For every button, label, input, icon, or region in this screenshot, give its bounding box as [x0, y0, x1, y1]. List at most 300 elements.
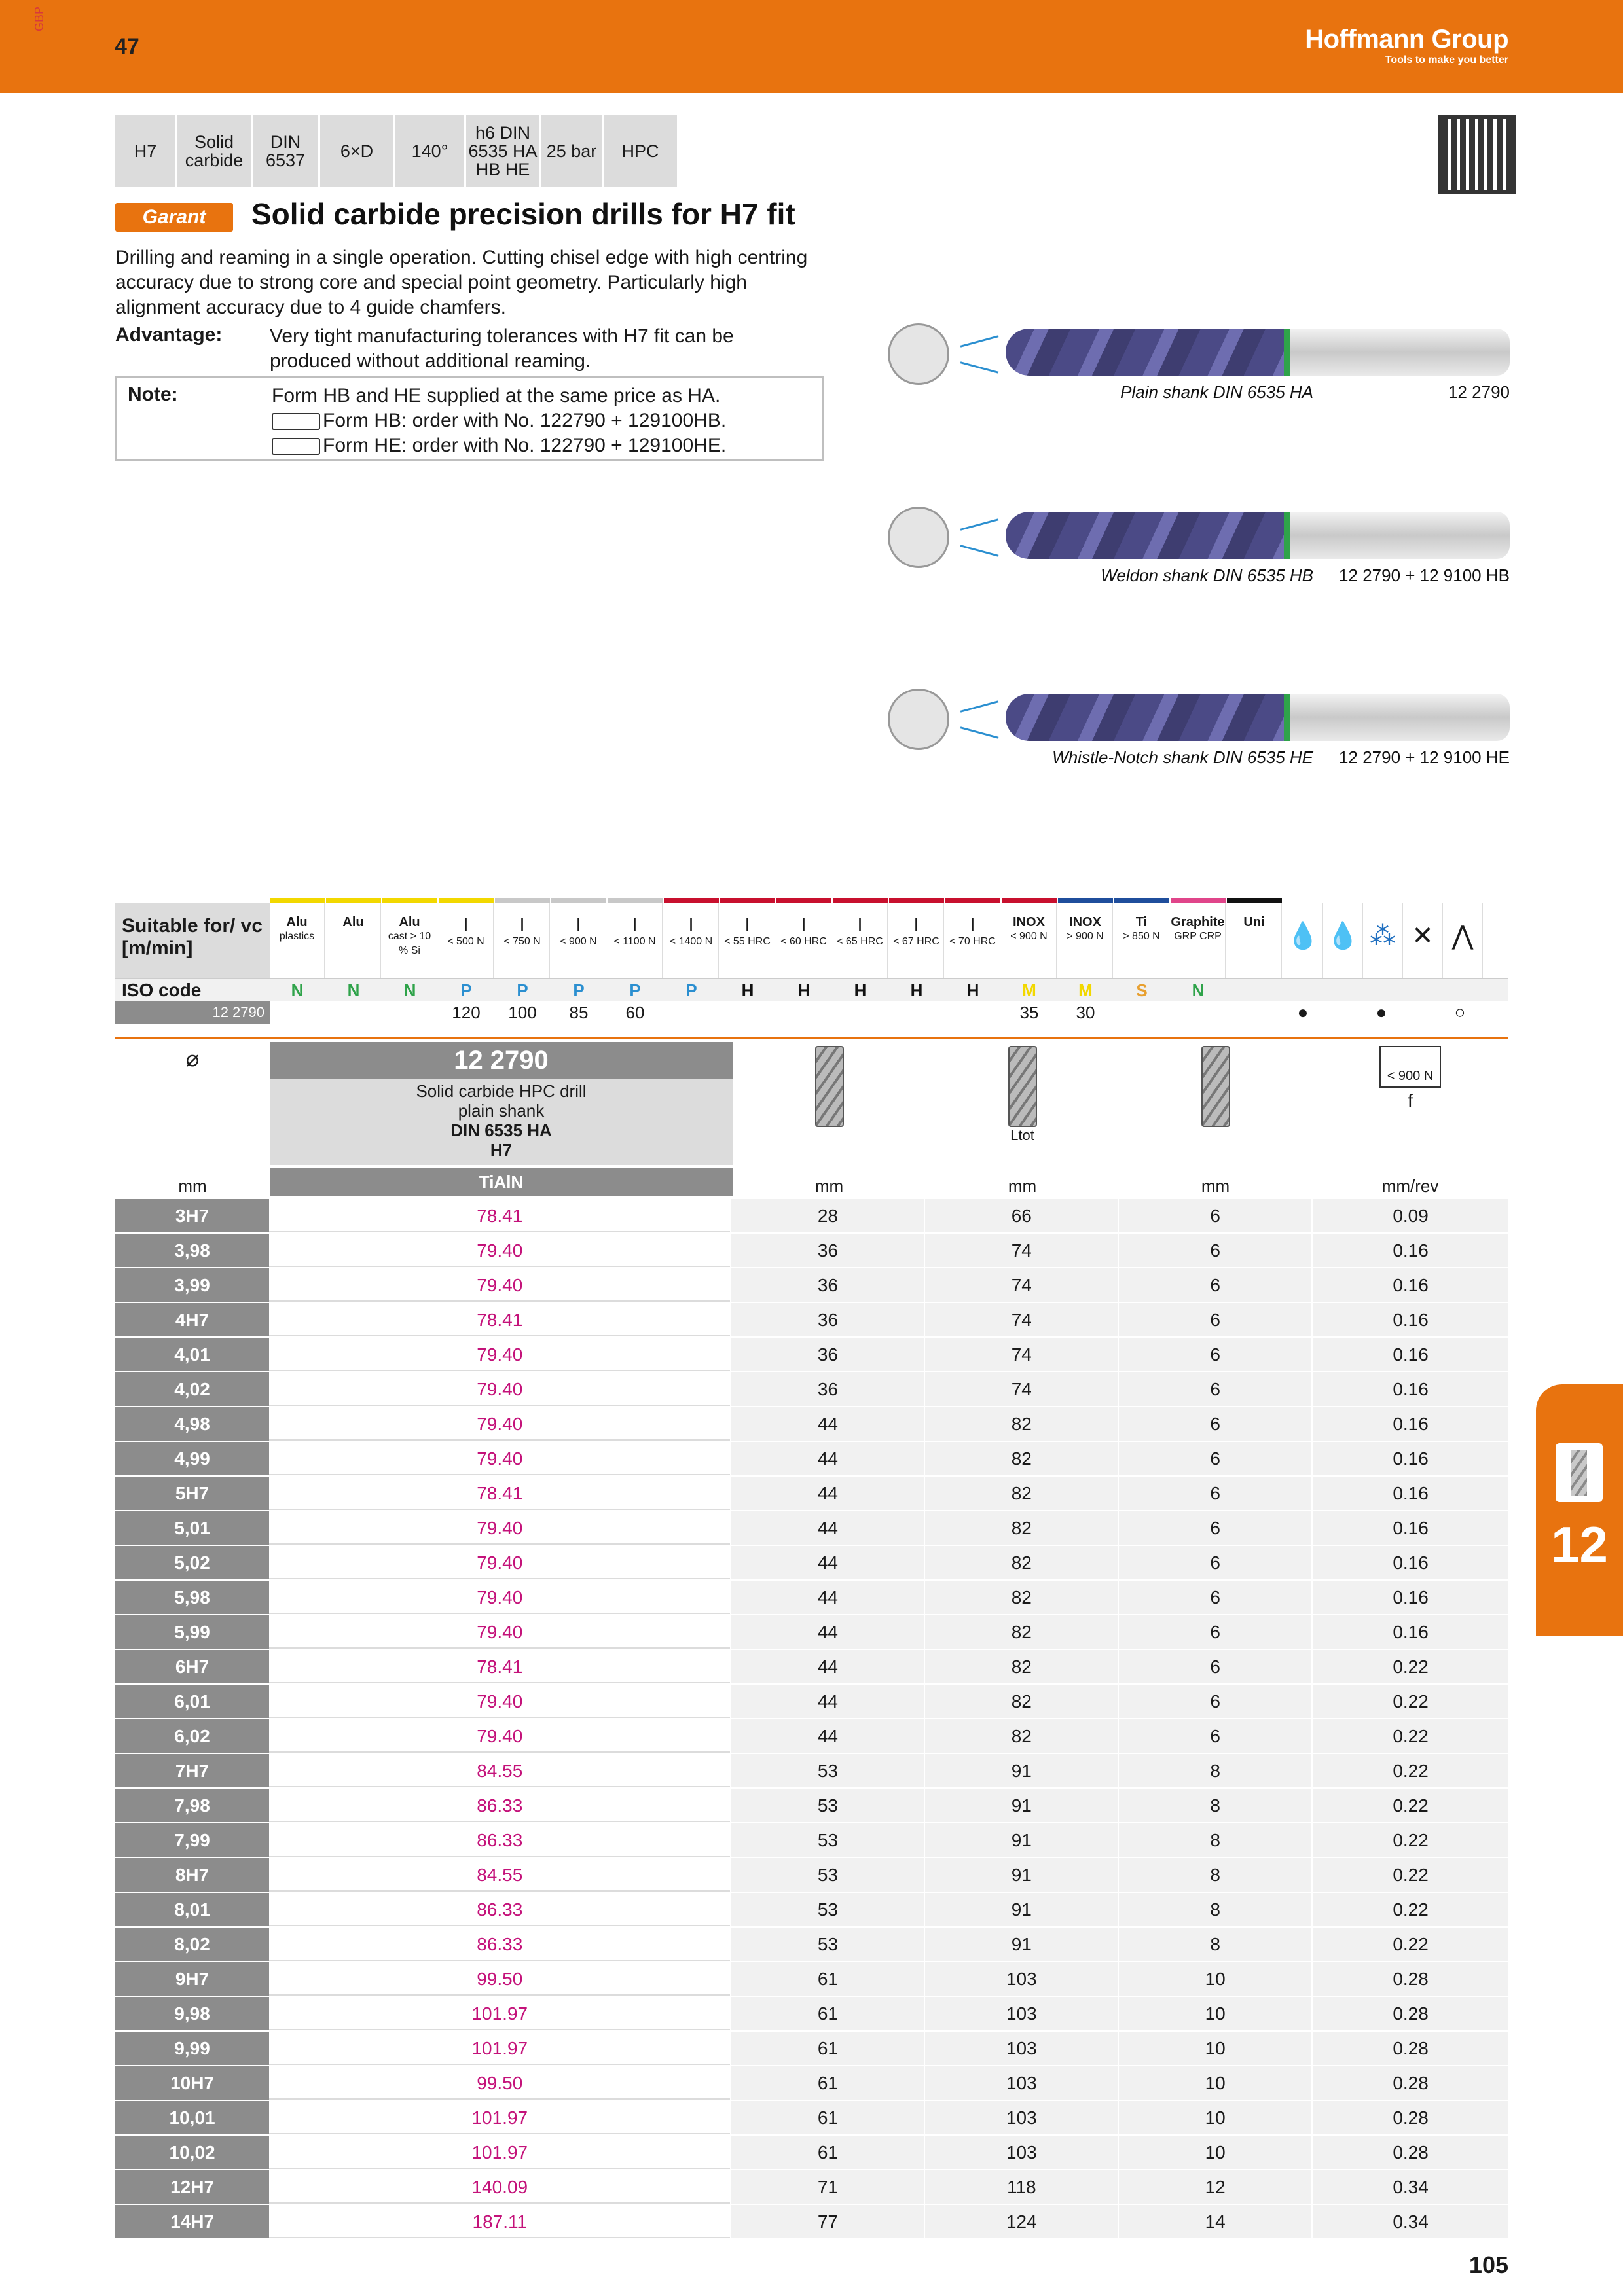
flute-length-column-header	[733, 1042, 926, 1198]
product-description	[270, 1079, 733, 1165]
iso-code-cell	[1227, 979, 1282, 1001]
material-condition: < 65 HRC	[837, 936, 883, 947]
feed-cell: 0.16	[1311, 1268, 1508, 1302]
steel-feed-icon	[1379, 1046, 1441, 1088]
material-color-swatch	[1002, 898, 1057, 903]
total-length-cell: 82	[924, 1442, 1118, 1475]
material-color-swatch	[326, 898, 381, 903]
diameter-cell: 8,02	[115, 1928, 269, 1961]
spec-cell: H7	[115, 115, 177, 187]
steel-beam-icon: Ι	[632, 914, 638, 935]
diameter-cell: 6,02	[115, 1719, 269, 1753]
arrow-icon	[960, 700, 999, 712]
table-row	[115, 1789, 1508, 1823]
material-condition: plastics	[279, 931, 315, 942]
material-condition: < 67 HRC	[893, 936, 939, 947]
iso-code-cell: P	[685, 980, 697, 1000]
drill-flute	[1006, 694, 1287, 741]
flute-length-cell: 44	[730, 1581, 924, 1614]
note-line-1: Form HB and HE supplied at the same price as HA.	[272, 385, 721, 406]
cutting-speed-cell: 100	[508, 1003, 537, 1022]
iso-code-cell: N	[403, 980, 416, 1000]
iso-code-cell: H	[966, 980, 979, 1000]
feed-cell: 0.16	[1311, 1546, 1508, 1579]
total-length-cell: 82	[924, 1407, 1118, 1441]
total-length-cell: 82	[924, 1511, 1118, 1545]
table-row	[115, 1268, 1508, 1303]
drill-shank	[1290, 512, 1510, 559]
shank-diameter-cell: 6	[1118, 1234, 1311, 1267]
arrow-icon	[960, 361, 999, 373]
feed-cell: 0.28	[1311, 2032, 1508, 2065]
iso-code-label: ISO code	[122, 980, 202, 1000]
total-length-cell: 74	[924, 1268, 1118, 1302]
diameter-cell: 4,98	[115, 1407, 269, 1441]
table-row	[115, 2032, 1508, 2066]
material-condition: GRP CRP	[1174, 931, 1222, 942]
material-name: INOX	[1069, 915, 1101, 929]
flute-length-cell: 28	[730, 1199, 924, 1232]
diameter-cell: 14H7	[115, 2205, 269, 2238]
drill-caption: Plain shank DIN 6535 HA	[1120, 382, 1313, 402]
diameter-cell: 6,01	[115, 1685, 269, 1718]
feed-cell: 0.16	[1311, 1407, 1508, 1441]
coolant-suitability-cell	[1322, 1001, 1362, 1024]
diameter-cell: 4,02	[115, 1372, 269, 1406]
steel-beam-icon: Ι	[970, 914, 976, 935]
flute-length-cell: 44	[730, 1477, 924, 1510]
cutting-speed-cell	[889, 1001, 944, 1024]
total-length-cell: 82	[924, 1546, 1118, 1579]
table-row	[115, 1303, 1508, 1338]
price-cell: 101.97	[269, 2101, 730, 2134]
iso-code-cell: H	[797, 980, 811, 1000]
steel-beam-icon: Ι	[744, 914, 750, 935]
feed-cell: 0.16	[1311, 1511, 1508, 1545]
note-line-3	[272, 433, 726, 458]
chapter-number: 12	[1551, 1516, 1608, 1573]
total-length-cell: 74	[924, 1372, 1118, 1406]
cutting-speed-cell	[270, 1001, 325, 1024]
feed-cell: 0.16	[1311, 1303, 1508, 1336]
whistle-notch-shank-icon	[272, 438, 320, 455]
cutting-speed-row-label: 12 2790	[115, 1001, 270, 1024]
drill-caption: Whistle-Notch shank DIN 6535 HE	[1052, 747, 1313, 767]
total-length-cell: 91	[924, 1823, 1118, 1857]
flute-length-cell: 44	[730, 1650, 924, 1683]
feed-cell: 0.28	[1311, 1997, 1508, 2030]
material-column	[382, 903, 437, 978]
material-color-swatch	[1058, 898, 1113, 903]
feed-cell: 0.22	[1311, 1893, 1508, 1926]
shank-diameter-cell: 8	[1118, 1858, 1311, 1892]
feed-cell: 0.22	[1311, 1823, 1508, 1857]
table-row	[115, 1685, 1508, 1719]
table-row	[115, 2170, 1508, 2205]
shank-diameter-cell: 8	[1118, 1789, 1311, 1822]
cutting-speed-cell	[1171, 1001, 1226, 1024]
steel-beam-icon: Ι	[688, 914, 694, 935]
spec-cell: DIN 6537	[253, 115, 320, 187]
flute-length-cell: 44	[730, 1546, 924, 1579]
drill-image	[888, 674, 1510, 772]
iso-code-cell: M	[1078, 980, 1093, 1000]
chapter-tab[interactable]	[1536, 1384, 1623, 1636]
diameter-cell: 10,02	[115, 2136, 269, 2169]
total-length-cell: 82	[924, 1650, 1118, 1683]
price-cell: 78.41	[269, 1477, 730, 1510]
spec-cell: 6×D	[320, 115, 395, 187]
oil-drop-icon: 💧	[1283, 903, 1323, 978]
price-cell: 99.50	[269, 1962, 730, 1996]
table-row	[115, 1546, 1508, 1581]
drill-flute	[1006, 512, 1287, 559]
total-length-cell: 103	[924, 2101, 1118, 2134]
material-column	[833, 903, 888, 978]
price-cell: 79.40	[269, 1442, 730, 1475]
diameter-cell: 8,01	[115, 1893, 269, 1926]
material-condition: < 900 N	[560, 936, 597, 947]
shank-diameter-cell: 6	[1118, 1615, 1311, 1649]
feed-cell: 0.16	[1311, 1615, 1508, 1649]
material-condition: < 70 HRC	[949, 936, 996, 947]
steel-beam-icon: Ι	[857, 914, 863, 935]
flute-length-cell: 53	[730, 1823, 924, 1857]
arrow-icon	[960, 518, 999, 530]
material-color-swatch	[382, 898, 437, 903]
price-cell: 79.40	[269, 1372, 730, 1406]
total-length-cell: 82	[924, 1477, 1118, 1510]
table-row	[115, 2066, 1508, 2101]
note-line-2	[272, 408, 726, 433]
column-unit: mm/rev	[1381, 1176, 1439, 1196]
drill-ring	[1284, 694, 1290, 741]
table-row	[115, 1581, 1508, 1615]
cutting-speed-cell	[776, 1001, 831, 1024]
drill-ring	[1284, 512, 1290, 559]
material-column	[889, 903, 944, 978]
table-row	[115, 1511, 1508, 1546]
material-condition: > 850 N	[1123, 931, 1160, 942]
material-color-swatch	[1171, 898, 1226, 903]
price-cell: 79.40	[269, 1268, 730, 1302]
iso-code-cell: N	[291, 980, 304, 1000]
table-row	[115, 1823, 1508, 1858]
total-length-cell: 66	[924, 1199, 1118, 1232]
price-cell: 79.40	[269, 1338, 730, 1371]
shank-diameter-icon	[1201, 1046, 1230, 1127]
material-condition: < 900 N	[1010, 931, 1048, 942]
cutting-speed-cell: 85	[569, 1003, 589, 1022]
note-line-2-text: Form HB: order with No. 122790 + 129100HB.	[323, 410, 727, 431]
price-cell: 101.97	[269, 2032, 730, 2065]
coolant-suitability-cell: ●	[1376, 1002, 1387, 1022]
table-row	[115, 1928, 1508, 1962]
product-column-header	[270, 1042, 733, 1198]
feed-cell: 0.34	[1311, 2205, 1508, 2238]
material-color-swatch	[439, 898, 494, 903]
diameter-column-header	[115, 1042, 270, 1198]
price-cell: 187.11	[269, 2205, 730, 2238]
diameter-cell: 5,01	[115, 1511, 269, 1545]
iso-code-cell: H	[854, 980, 867, 1000]
arrow-icon	[960, 335, 999, 347]
diameter-cell: 12H7	[115, 2170, 269, 2204]
table-row	[115, 1997, 1508, 2032]
total-length-cell: 74	[924, 1234, 1118, 1267]
material-column	[720, 903, 775, 978]
flute-length-cell: 53	[730, 1754, 924, 1787]
total-length-cell: 82	[924, 1615, 1118, 1649]
shank-diameter-cell: 14	[1118, 2205, 1311, 2238]
feed-cell: 0.28	[1311, 2101, 1508, 2134]
material-color-swatch	[720, 898, 775, 903]
flute-length-cell: 61	[730, 1997, 924, 2030]
material-column	[1114, 903, 1169, 978]
iso-code-cell	[1440, 979, 1480, 1001]
price-cell: 140.09	[269, 2170, 730, 2204]
diameter-cell: 5,99	[115, 1615, 269, 1649]
top-page-number: 47	[115, 34, 139, 59]
iso-code-cell: M	[1022, 980, 1036, 1000]
material-condition: < 500 N	[447, 936, 484, 947]
iso-code-cell	[1401, 979, 1440, 1001]
material-color-swatch	[270, 898, 325, 903]
material-condition: > 900 N	[1067, 931, 1104, 942]
table-row	[115, 1477, 1508, 1511]
table-row	[115, 1615, 1508, 1650]
total-length-cell: 91	[924, 1928, 1118, 1961]
shank-diameter-cell: 6	[1118, 1407, 1311, 1441]
flute-length-cell: 61	[730, 2032, 924, 2065]
material-condition: < 60 HRC	[780, 936, 827, 947]
table-row	[115, 1962, 1508, 1997]
total-length-cell: 82	[924, 1581, 1118, 1614]
total-length-cell: 91	[924, 1893, 1118, 1926]
drill-caption: Weldon shank DIN 6535 HB	[1101, 565, 1313, 585]
total-length-cell: 74	[924, 1338, 1118, 1371]
total-length-icon	[1008, 1046, 1037, 1127]
shank-diameter-cell: 6	[1118, 1268, 1311, 1302]
price-cell: 86.33	[269, 1789, 730, 1822]
flute-length-cell: 36	[730, 1234, 924, 1267]
flute-length-cell: 36	[730, 1303, 924, 1336]
shank-diameter-cell: 8	[1118, 1928, 1311, 1961]
column-unit: mm	[814, 1176, 844, 1196]
diameter-cell: 3,99	[115, 1268, 269, 1302]
diameter-cell: 4,01	[115, 1338, 269, 1371]
cutting-speed-cell	[1114, 1001, 1169, 1024]
material-name: Alu	[399, 915, 420, 929]
spec-cell: HPC	[604, 115, 679, 187]
shank-diameter-cell: 6	[1118, 1477, 1311, 1510]
product-desc-line: plain shank	[458, 1101, 545, 1121]
cutting-speed-cell	[326, 1001, 381, 1024]
shank-diameter-cell: 6	[1118, 1442, 1311, 1475]
price-cell: 86.33	[269, 1823, 730, 1857]
shank-diameter-cell: 6	[1118, 1685, 1311, 1718]
column-unit: mm	[1008, 1176, 1037, 1196]
table-row	[115, 1858, 1508, 1893]
feed-cell: 0.22	[1311, 1789, 1508, 1822]
shank-diameter-cell: 6	[1118, 1199, 1311, 1232]
total-length-cell: 91	[924, 1789, 1118, 1822]
iso-code-cell: N	[347, 980, 360, 1000]
price-cell: 99.50	[269, 2066, 730, 2100]
flute-length-cell: 71	[730, 2170, 924, 2204]
shank-diameter-cell: 12	[1118, 2170, 1311, 2204]
material-name: INOX	[1013, 915, 1045, 929]
total-length-cell: 103	[924, 2032, 1118, 2065]
steel-beam-icon: Ι	[801, 914, 807, 935]
flute-length-cell: 36	[730, 1268, 924, 1302]
product-desc-line: H7	[490, 1140, 513, 1160]
feed-cell: 0.34	[1311, 2170, 1508, 2204]
drill-chapter-icon-inner	[1571, 1450, 1587, 1496]
iso-code-cell	[1283, 979, 1322, 1001]
feed-cell: 0.16	[1311, 1372, 1508, 1406]
diameter-cell: 10H7	[115, 2066, 269, 2100]
diameter-cell: 6H7	[115, 1650, 269, 1683]
table-row	[115, 1407, 1508, 1442]
diameter-cell: 4H7	[115, 1303, 269, 1336]
flute-length-cell: 53	[730, 1893, 924, 1926]
material-condition: < 750 N	[503, 936, 541, 947]
feed-column-header	[1312, 1042, 1508, 1198]
price-cell: 78.41	[269, 1650, 730, 1683]
qr-code-icon[interactable]	[1438, 115, 1516, 194]
drill-point-view-icon	[888, 507, 949, 568]
material-color-swatch	[495, 898, 550, 903]
flute-length-cell: 44	[730, 1685, 924, 1718]
shank-diameter-cell: 8	[1118, 1823, 1311, 1857]
diameter-cell: 8H7	[115, 1858, 269, 1892]
total-length-cell: 103	[924, 1997, 1118, 2030]
advantage-text: Very tight manufacturing tolerances with H7 fit can be produced without additional reaming.	[270, 325, 734, 372]
material-column	[1227, 903, 1282, 978]
diameter-cell: 9,98	[115, 1997, 269, 2030]
price-cell: 79.40	[269, 1581, 730, 1614]
material-color-swatch	[945, 898, 1000, 903]
material-column	[776, 903, 831, 978]
table-row	[115, 1719, 1508, 1754]
price-cell: 79.40	[269, 1546, 730, 1579]
description: Drilling and reaming in a single operation. Cutting chisel edge with high centring accuracy due to strong core and special point geometry. Particularly high alignment accuracy due to 4 guide chamfers.	[115, 247, 808, 318]
iso-code-cell	[1322, 979, 1362, 1001]
total-length-cell: 103	[924, 2136, 1118, 2169]
cutting-speed-cell: 35	[1019, 1003, 1039, 1022]
drill-point-view-icon	[888, 689, 949, 750]
coating-label: TiAlN	[270, 1168, 733, 1196]
diameter-cell: 4,99	[115, 1442, 269, 1475]
price-cell: 79.40	[269, 1719, 730, 1753]
garant-logo: Garant	[115, 203, 233, 232]
drill-shank	[1290, 329, 1510, 376]
total-length-cell: 82	[924, 1719, 1118, 1753]
shank-diameter-cell: 6	[1118, 1719, 1311, 1753]
suitability-header	[115, 903, 1508, 979]
arrow-icon	[960, 726, 999, 738]
price-cell: 79.40	[269, 1685, 730, 1718]
diameter-cell: 5,98	[115, 1581, 269, 1614]
total-length-cell: 91	[924, 1754, 1118, 1787]
total-length-cell: 91	[924, 1858, 1118, 1892]
corner-code: GBP	[33, 6, 46, 31]
flute-length-cell: 44	[730, 1615, 924, 1649]
iso-code-cell: P	[517, 980, 528, 1000]
material-column	[270, 903, 325, 978]
diameter-cell: 7,99	[115, 1823, 269, 1857]
feed-cell: 0.22	[1311, 1928, 1508, 1961]
iso-code-cell: H	[910, 980, 923, 1000]
diameter-icon: ⌀	[185, 1047, 200, 1071]
material-color-swatch	[776, 898, 831, 903]
mql-icon: ⋀	[1443, 903, 1483, 978]
spec-cell: 25 bar	[541, 115, 604, 187]
flute-length-cell: 44	[730, 1511, 924, 1545]
spec-cell: Solid carbide	[177, 115, 253, 187]
iso-code-row	[115, 979, 1508, 1001]
feed-cell: 0.22	[1311, 1685, 1508, 1718]
shank-diameter-column-header	[1119, 1042, 1312, 1198]
material-name: Graphite	[1171, 915, 1225, 929]
diameter-cell: 10,01	[115, 2101, 269, 2134]
feed-cell: 0.16	[1311, 1338, 1508, 1371]
iso-code-cell: P	[460, 980, 472, 1000]
price-cell: 79.40	[269, 1234, 730, 1267]
price-cell: 78.41	[269, 1303, 730, 1336]
shank-diameter-cell: 10	[1118, 1997, 1311, 2030]
table-row	[115, 1338, 1508, 1372]
shank-diameter-cell: 8	[1118, 1754, 1311, 1787]
diameter-cell: 7H7	[115, 1754, 269, 1787]
total-length-column-header	[926, 1042, 1119, 1198]
flute-length-cell: 77	[730, 2205, 924, 2238]
page-title: Solid carbide precision drills for H7 fit	[251, 197, 795, 231]
drill-ring	[1284, 329, 1290, 376]
steel-beam-icon: Ι	[913, 914, 919, 935]
drill-order-number: 12 2790 + 12 9100 HE	[1339, 747, 1510, 767]
cutting-speed-cell	[945, 1001, 1000, 1024]
shank-diameter-cell: 8	[1118, 1893, 1311, 1926]
spec-cell: h6 DIN 6535 HA HB HE	[466, 115, 541, 187]
material-name: Ti	[1135, 915, 1148, 929]
table-row	[115, 1442, 1508, 1477]
price-cell: 84.55	[269, 1858, 730, 1892]
iso-code-cell: S	[1136, 980, 1148, 1000]
ltot-label: Ltot	[1010, 1127, 1034, 1143]
spec-cell: 140°	[395, 115, 466, 187]
material-name: Uni	[1243, 915, 1265, 929]
arrow-icon	[960, 545, 999, 556]
total-length-cell: 118	[924, 2170, 1118, 2204]
price-cell: 101.97	[269, 2136, 730, 2169]
feed-cell: 0.28	[1311, 2066, 1508, 2100]
suitability-table	[115, 898, 1508, 1024]
iso-code-cell: N	[1192, 980, 1205, 1000]
feed-cell: 0.22	[1311, 1754, 1508, 1787]
flute-length-cell: 53	[730, 1928, 924, 1961]
shank-diameter-cell: 6	[1118, 1303, 1311, 1336]
flute-length-cell: 61	[730, 2066, 924, 2100]
total-length-cell: 103	[924, 1962, 1118, 1996]
price-cell: 79.40	[269, 1615, 730, 1649]
weldon-shank-icon	[272, 413, 320, 430]
price-cell: 86.33	[269, 1928, 730, 1961]
note-lines	[272, 384, 726, 458]
feed-label: f	[1408, 1090, 1413, 1111]
diameter-cell: 7,98	[115, 1789, 269, 1822]
